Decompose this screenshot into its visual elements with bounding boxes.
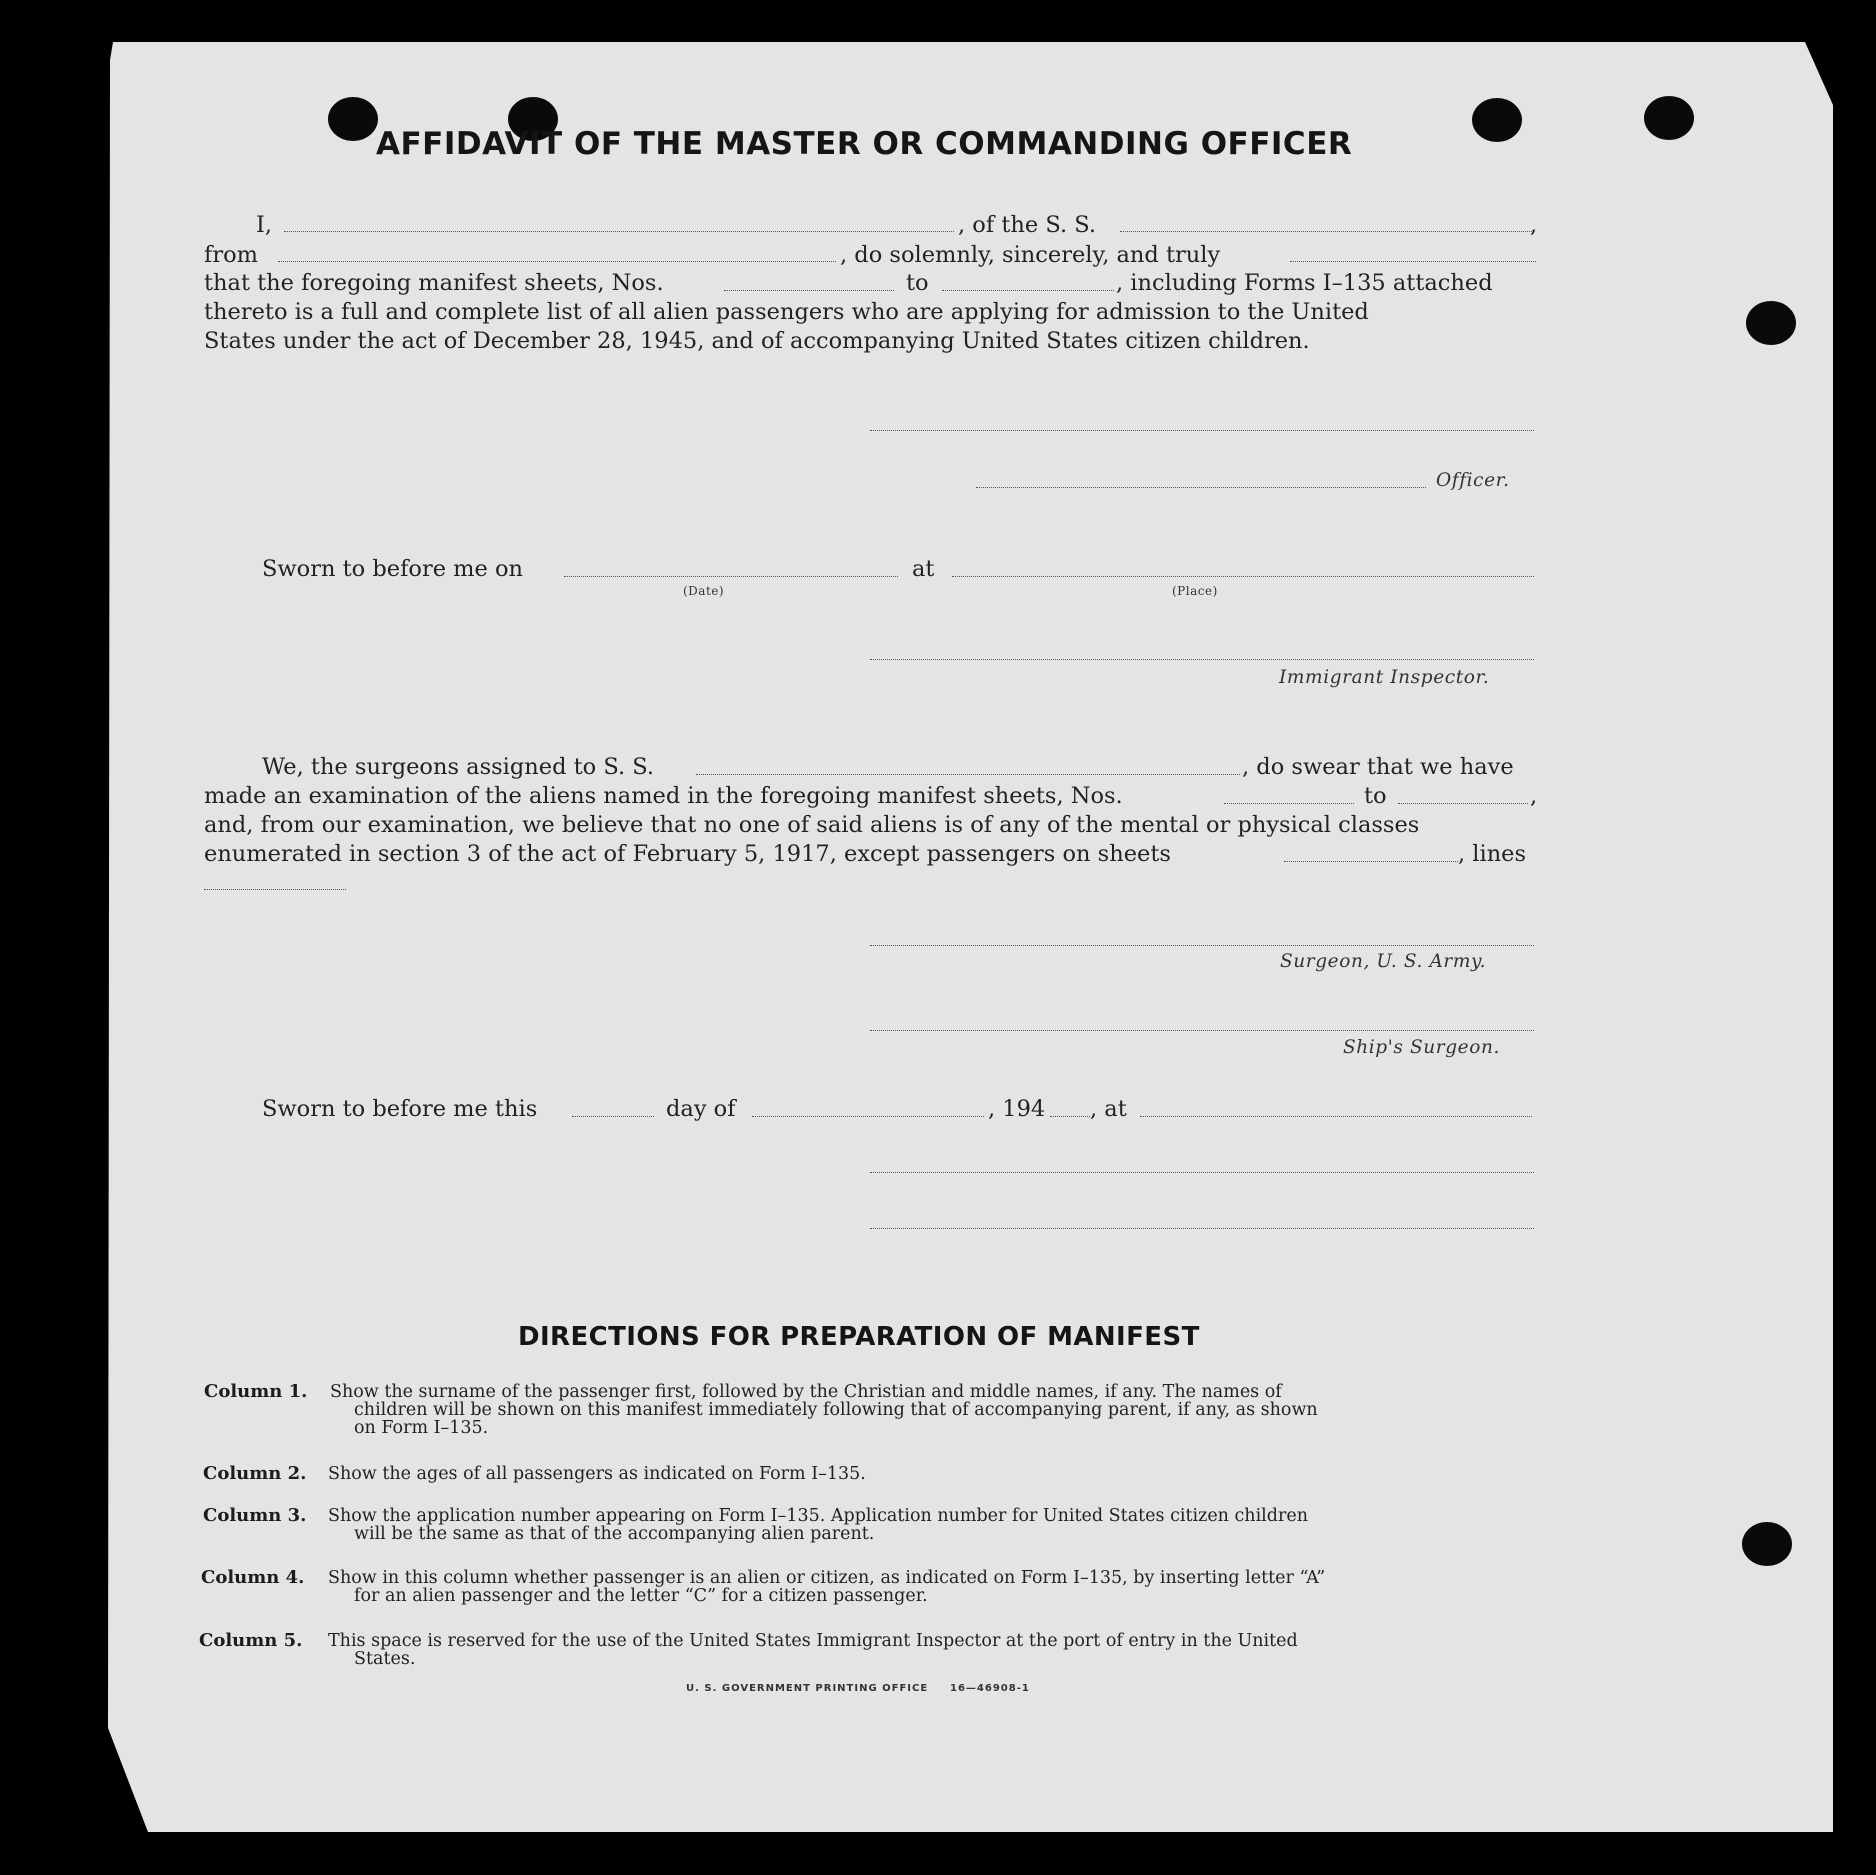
direction-text-cont: on Form I–135.	[354, 1418, 489, 1438]
ship-surgeon-label: Ship's Surgeon.	[1343, 1037, 1500, 1058]
date-caption: (Date)	[683, 584, 725, 598]
sworn-date-field[interactable]	[564, 576, 898, 577]
surgeons-line2-end: ,	[1530, 783, 1538, 809]
officer-label: Officer.	[1436, 470, 1510, 491]
affidavit-line1-start: I,	[256, 212, 273, 238]
sworn-day-field[interactable]	[572, 1116, 654, 1117]
surgeons-ship-field[interactable]	[696, 774, 1240, 775]
affidavit-line4: thereto is a full and complete list of all alien passengers who are applying for admission to the United	[204, 299, 1369, 325]
punch-hole	[1742, 1522, 1792, 1566]
form-number: 16—46908-1	[950, 1683, 1030, 1694]
surgeons-line3: and, from our examination, we believe that no one of said aliens is of any of the mental or physical classes	[204, 812, 1420, 838]
sworn-at2-label: , at	[1090, 1096, 1127, 1122]
form-title: AFFIDAVIT OF THE MASTER OR COMMANDING OFFICER	[376, 126, 1353, 162]
direction-label: Column 3.	[203, 1505, 307, 1526]
affidavit-to-label: to	[906, 270, 929, 296]
direction-text-cont: States.	[354, 1649, 416, 1669]
punch-hole	[1746, 301, 1796, 345]
printer-imprint: U. S. GOVERNMENT PRINTING OFFICE	[686, 1683, 929, 1694]
army-surgeon-signature-line[interactable]	[870, 945, 1534, 946]
except-sheets-field[interactable]	[1284, 861, 1458, 862]
sheet-to-field[interactable]	[942, 290, 1114, 291]
punch-hole	[328, 97, 378, 141]
directions-title: DIRECTIONS FOR PREPARATION OF MANIFEST	[518, 1322, 1200, 1352]
place-caption: (Place)	[1172, 584, 1218, 598]
signature-line-a[interactable]	[870, 1172, 1534, 1173]
direction-text: Show in this column whether passenger is an alien or citizen, as indicated on Form I–135, by inserting letter “A”	[328, 1568, 1326, 1588]
affidavit-line1-end: ,	[1530, 212, 1538, 238]
punch-hole	[1644, 96, 1694, 140]
surgeons-sheet-from-field[interactable]	[1224, 803, 1354, 804]
inspector-signature-line[interactable]	[870, 659, 1534, 660]
surgeons-line2-text: made an examination of the aliens named in the foregoing manifest sheets, Nos.	[204, 783, 1123, 809]
surgeons-swear-text: , do swear that we have	[1242, 754, 1514, 780]
direction-text: Show the ages of all passengers as indicated on Form I–135.	[328, 1464, 866, 1484]
except-lines-field[interactable]	[204, 889, 346, 890]
affidavit-line5: States under the act of December 28, 1945, and of accompanying United States citizen children.	[204, 328, 1310, 354]
punch-hole	[1472, 98, 1522, 142]
officer-signature-line-2[interactable]	[976, 487, 1426, 488]
sworn-place2-field[interactable]	[1140, 1116, 1532, 1117]
affidavit-ship-label: , of the S. S.	[958, 212, 1097, 238]
sworn-at-label: at	[912, 556, 935, 582]
surgeons-lines-label: , lines	[1458, 841, 1527, 867]
sheet-from-field[interactable]	[724, 290, 894, 291]
direction-text: Show the application number appearing on Form I–135. Application number for United States citizen children	[328, 1506, 1308, 1526]
direction-text-cont: for an alien passenger and the letter “C” for a citizen passenger.	[354, 1586, 928, 1606]
affidavit-sheets-label: that the foregoing manifest sheets, Nos.	[204, 270, 664, 296]
affidavit-from-label: from	[204, 242, 258, 268]
port-from-field[interactable]	[278, 261, 836, 262]
army-surgeon-label: Surgeon, U. S. Army.	[1280, 951, 1487, 972]
direction-label: Column 2.	[203, 1463, 307, 1484]
sworn-this-label: Sworn to before me this	[262, 1096, 538, 1122]
officer-name-field[interactable]	[284, 231, 954, 232]
inspector-label: Immigrant Inspector.	[1279, 667, 1490, 688]
sworn-year-field[interactable]	[1050, 1116, 1090, 1117]
surgeons-sheet-to-field[interactable]	[1398, 803, 1528, 804]
direction-text: Show the surname of the passenger first, followed by the Christian and middle names, if any. The names of	[330, 1382, 1282, 1402]
direction-text: This space is reserved for the use of the United States Immigrant Inspector at the port of entry in the United	[328, 1631, 1298, 1651]
direction-text-cont: will be the same as that of the accompanying alien parent.	[354, 1524, 875, 1544]
oath-word-field[interactable]	[1290, 261, 1536, 262]
direction-label: Column 4.	[201, 1567, 305, 1588]
officer-signature-line-1[interactable]	[870, 430, 1534, 431]
direction-text-cont: children will be shown on this manifest immediately following that of accompanying parent, if any, as shown	[354, 1400, 1318, 1420]
sworn-place-field[interactable]	[952, 576, 1534, 577]
sworn-before-label: Sworn to before me on	[262, 556, 524, 582]
sworn-month-field[interactable]	[752, 1116, 984, 1117]
ship-surgeon-signature-line[interactable]	[870, 1030, 1534, 1031]
affidavit-swear-text: , do solemnly, sincerely, and truly	[840, 242, 1221, 268]
affidavit-forms-text: , including Forms I–135 attached	[1116, 270, 1493, 296]
surgeons-to-label: to	[1364, 783, 1387, 809]
direction-label: Column 5.	[199, 1630, 303, 1651]
surgeons-line4-text: enumerated in section 3 of the act of February 5, 1917, except passengers on sheets	[204, 841, 1171, 867]
sworn-year-label: , 194	[988, 1096, 1046, 1122]
signature-line-b[interactable]	[870, 1228, 1534, 1229]
direction-label: Column 1.	[204, 1381, 308, 1402]
ship-name-field[interactable]	[1120, 231, 1532, 232]
surgeons-line1-start: We, the surgeons assigned to S. S.	[262, 754, 655, 780]
sworn-day-of-label: day of	[666, 1096, 736, 1122]
